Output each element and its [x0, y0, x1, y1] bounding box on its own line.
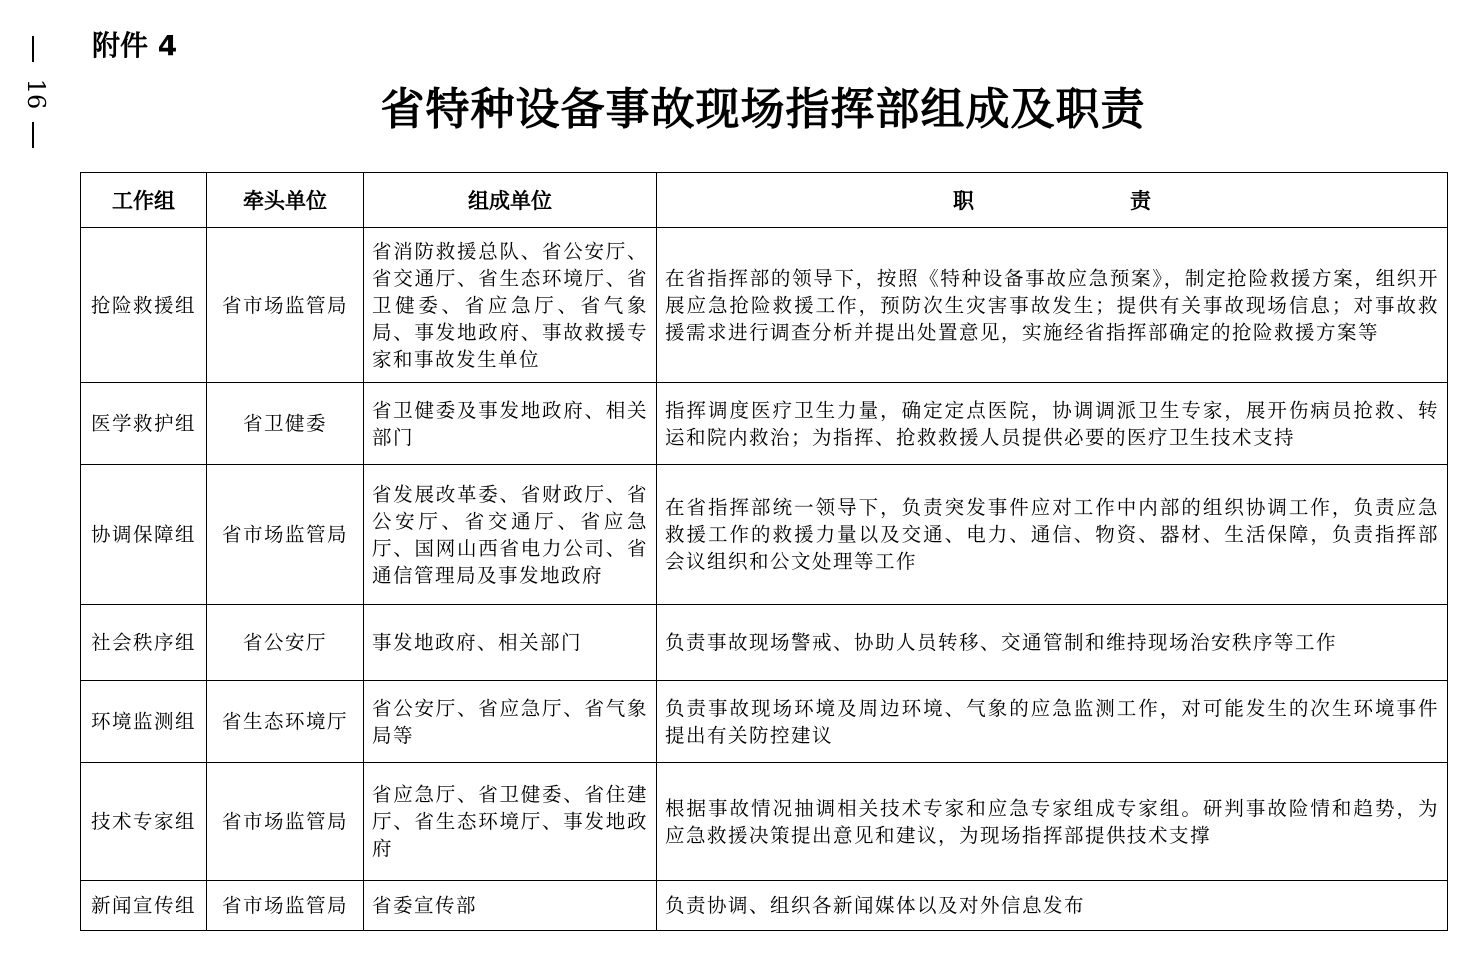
cell-members: 省公安厅、省应急厅、省气象局等	[364, 681, 657, 763]
cell-group: 新闻宣传组	[81, 881, 207, 931]
table-row	[81, 763, 1448, 881]
cell-members: 省发展改革委、省财政厅、省公安厅、省交通厅、省应急厅、国网山西省电力公司、省通信管理局及事发地政府	[364, 465, 657, 605]
page-number-marker	[14, 30, 54, 152]
cell-group: 技术专家组	[81, 763, 207, 881]
table-row	[81, 605, 1448, 681]
page-number-dash-bottom	[32, 122, 34, 148]
cell-group: 协调保障组	[81, 465, 207, 605]
cell-group: 环境监测组	[81, 681, 207, 763]
cell-members: 事发地政府、相关部门	[364, 605, 657, 681]
header-duties: 职 责	[657, 173, 1448, 228]
duties-table	[80, 172, 1448, 931]
header-group: 工作组	[81, 173, 207, 228]
cell-duties: 负责事故现场环境及周边环境、气象的应急监测工作，对可能发生的次生环境事件提出有关防控建议	[657, 681, 1448, 763]
cell-lead: 省卫健委	[207, 383, 364, 465]
page-number-dash-top	[32, 36, 34, 62]
cell-duties: 在省指挥部的领导下，按照《特种设备事故应急预案》，制定抢险救援方案，组织开展应急抢险救援工作，预防次生灾害事故发生；提供有关事故现场信息；对事故救援需求进行调查分析并提出处置意见，实施经省指挥部确定的抢险救援方案等	[657, 228, 1448, 383]
cell-lead: 省公安厅	[207, 605, 364, 681]
cell-duties: 负责事故现场警戒、协助人员转移、交通管制和维持现场治安秩序等工作	[657, 605, 1448, 681]
cell-duties: 指挥调度医疗卫生力量，确定定点医院，协调调派卫生专家，展开伤病员抢救、转运和院内救治；为指挥、抢救救援人员提供必要的医疗卫生技术支持	[657, 383, 1448, 465]
table-row	[81, 681, 1448, 763]
cell-duties: 在省指挥部统一领导下，负责突发事件应对工作中内部的组织协调工作，负责应急救援工作的救援力量以及交通、电力、通信、物资、器材、生活保障，负责指挥部会议组织和公文处理等工作	[657, 465, 1448, 605]
cell-lead: 省市场监管局	[207, 763, 364, 881]
cell-duties: 负责协调、组织各新闻媒体以及对外信息发布	[657, 881, 1448, 931]
cell-lead: 省市场监管局	[207, 228, 364, 383]
cell-group: 医学救护组	[81, 383, 207, 465]
table-header-row	[81, 173, 1448, 228]
table-row	[81, 881, 1448, 931]
cell-group: 社会秩序组	[81, 605, 207, 681]
cell-duties: 根据事故情况抽调相关技术专家和应急专家组成专家组。研判事故险情和趋势，为应急救援决策提出意见和建议，为现场指挥部提供技术支撑	[657, 763, 1448, 881]
cell-members: 省委宣传部	[364, 881, 657, 931]
cell-lead: 省市场监管局	[207, 881, 364, 931]
attachment-label: 附件 4	[92, 29, 178, 62]
header-members: 组成单位	[364, 173, 657, 228]
table-row	[81, 383, 1448, 465]
header-lead: 牵头单位	[207, 173, 364, 228]
cell-members: 省消防救援总队、省公安厅、省交通厅、省生态环境厅、省卫健委、省应急厅、省气象局、事发地政府、事故救援专家和事故发生单位	[364, 228, 657, 383]
table-row	[81, 465, 1448, 605]
cell-lead: 省生态环境厅	[207, 681, 364, 763]
page-number: 16	[22, 78, 50, 110]
document-title: 省特种设备事故现场指挥部组成及职责	[380, 84, 1146, 135]
cell-group: 抢险救援组	[81, 228, 207, 383]
cell-lead: 省市场监管局	[207, 465, 364, 605]
cell-members: 省卫健委及事发地政府、相关部门	[364, 383, 657, 465]
cell-members: 省应急厅、省卫健委、省住建厅、省生态环境厅、事发地政府	[364, 763, 657, 881]
table-row	[81, 228, 1448, 383]
